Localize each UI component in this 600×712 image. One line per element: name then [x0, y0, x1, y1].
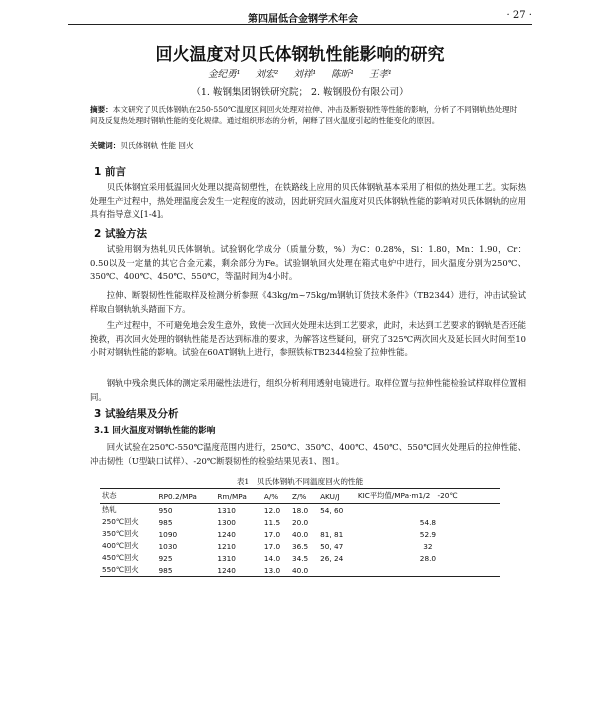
table-cell: 26, 24 [320, 553, 344, 563]
column-header: A/% [263, 491, 279, 501]
table-cell: 36.5 [291, 541, 309, 551]
author: 王孝¹ [369, 69, 392, 80]
table-cell: 1240 [217, 529, 236, 539]
column-header: Z/% [291, 491, 307, 501]
column-header: 状态 [102, 491, 117, 500]
column-header: Rm/MPa [217, 491, 247, 501]
table-cell: 50, 47 [320, 541, 344, 551]
paper-title: 回火温度对贝氏体钢轨性能影响的研究 [155, 45, 445, 65]
section2-paragraph-1: 试验用钢为热轧贝氏体钢轨。试验钢化学成分（质量分数，%）为C：0.28%，Si：1.80，Mn：1.90，Cr：0.50以及一定量的其它合金元素，剩余部分为Fe。试验钢轨回火处理在箱式电炉中进行，回火温度分别为250℃、350℃、400℃、450℃、550℃，等温时间为4小时。 [90, 244, 526, 282]
section2-paragraph-4: 钢轨中残余奥氏体的测定采用磁性法进行，组织分析利用透射电镜进行。取样位置与拉伸性能检验试样取样位置相同。 [90, 378, 526, 402]
author: 金纪勇¹ [208, 69, 241, 80]
table-cell: 32 [423, 541, 433, 551]
table-cell: 34.5 [291, 553, 309, 563]
section-heading-1: 1 前言 [94, 166, 126, 178]
table-header-row [100, 489, 500, 504]
section3-paragraph-1: 回火试验在250℃-550℃温度范围内进行，250℃、350℃、400℃、450℃、550℃回火处理后的拉伸性能、冲击韧性（U型缺口试样）、-20℃断裂韧性的检验结果见表1、图1。 [90, 442, 526, 466]
author-list [0, 66, 600, 80]
table-row [100, 540, 500, 552]
table-cell: 20.0 [291, 517, 309, 527]
table-cell: 1310 [217, 505, 236, 515]
keywords-label: 关键词： [90, 141, 121, 150]
table-cell [318, 564, 356, 577]
table-cell: 17.0 [263, 541, 281, 551]
table-cell: 350℃回火 [102, 529, 139, 538]
table-cell: 18.0 [291, 505, 309, 515]
page-number: · 27 · [506, 10, 532, 21]
table-cell [356, 504, 500, 517]
table-cell: 985 [158, 517, 173, 527]
table-cell: 81, 81 [320, 529, 344, 539]
keywords [90, 140, 520, 151]
column-header: KIC平均值/MPa·m1/2 -20℃ [357, 491, 458, 500]
abstract [90, 104, 520, 126]
section-heading-2: 2 试验方法 [94, 228, 147, 240]
table-cell: 28.0 [419, 553, 437, 563]
table-cell [356, 564, 500, 577]
affiliation: （1. 鞍钢集团钢铁研究院； 2. 鞍钢股份有限公司） [191, 87, 409, 98]
subsection-heading-3-1: 3.1 回火温度对钢轨性能的影响 [94, 426, 216, 436]
table-cell: 40.0 [291, 529, 309, 539]
table-row [100, 552, 500, 564]
table-cell: 11.5 [263, 517, 281, 527]
section2-paragraph-2: 拉伸、断裂韧性性能取样及检测分析参照《43kg/m~75kg/m钢轨订货技术条件》（TB2344）进行，冲击试验试样取自钢轨轨头踏面下方。 [90, 290, 526, 314]
table-cell [318, 516, 356, 528]
results-table [100, 488, 500, 577]
running-header [68, 8, 532, 25]
table-cell: 450℃回火 [102, 553, 139, 562]
table-cell: 1300 [217, 517, 236, 527]
column-header: RP0.2/MPa [158, 491, 197, 501]
table-cell: 1030 [158, 541, 178, 551]
table-cell: 17.0 [263, 529, 281, 539]
table-cell: 950 [158, 505, 173, 515]
abstract-label: 摘要： [90, 105, 113, 114]
table-cell: 54, 60 [320, 505, 344, 515]
table-cell: 1240 [217, 565, 236, 575]
table-row [100, 516, 500, 528]
table-cell: 985 [158, 565, 173, 575]
table-caption: 表1 贝氏体钢轨不同温度回火的性能 [236, 477, 364, 486]
table-cell: 1090 [158, 529, 178, 539]
abstract-text: 本文研究了贝氏体钢轨在250-550℃温度区间回火处理对拉伸、冲击及断裂韧性等性能的影响，分析了不同钢轨热处理时间及反复热处理时钢轨性能的变化规律。通过组织形态的分析，阐释了回火温度引起的性能变化的原因。 [90, 105, 518, 125]
section-heading-3: 3 试验结果及分析 [94, 408, 179, 420]
table-cell: 550℃回火 [102, 565, 139, 574]
table-row [100, 504, 500, 517]
table-cell: 1210 [217, 541, 236, 551]
section1-paragraph: 贝氏体钢宜采用低温回火处理以提高韧塑性，在铁路线上应用的贝氏体钢轨基本采用了相似的热处理工艺。实际热处理生产过程中，热处理温度会发生一定程度的波动，因此研究回火温度对贝氏体钢轨性能的影响对贝氏体钢轨的应用具有指导意义[1-4]。 [90, 182, 526, 220]
table-cell: 14.0 [263, 553, 281, 563]
table-cell: 400℃回火 [102, 541, 139, 550]
table-cell: 54.8 [419, 517, 437, 527]
column-header: AKU/J [320, 491, 340, 501]
table-cell: 250℃回火 [102, 517, 139, 526]
table-cell: 1310 [217, 553, 236, 563]
table-cell: 13.0 [263, 565, 281, 575]
table-cell: 12.0 [263, 505, 281, 515]
table-cell: 热轧 [102, 505, 117, 514]
keywords-text: 贝氏体钢轨 性能 回火 [120, 141, 194, 150]
section2-paragraph-3: 生产过程中，不可避免地会发生意外，致使一次回火处理未达到工艺要求，此时，未达到工艺要求的钢轨是否还能挽救，再次回火处理的钢轨性能是否达到标准的要求，为解答这些疑问，研究了325℃两次回火及延长回火时间至10小时对钢轨性能的影响。试验在60AT钢轨上进行，参照铁标TB2344检验了拉伸性能。 [90, 320, 526, 358]
author: 陈昕¹ [331, 69, 354, 80]
table-cell: 52.9 [419, 529, 437, 539]
table-row [100, 528, 500, 540]
table-cell: 925 [158, 553, 173, 563]
author: 刘宏² [255, 69, 279, 80]
table-cell: 40.0 [291, 565, 309, 575]
conference-name: 第四届低合金钢学术年会 [248, 14, 358, 25]
table-row [100, 564, 500, 577]
author: 刘祥¹ [293, 69, 317, 80]
